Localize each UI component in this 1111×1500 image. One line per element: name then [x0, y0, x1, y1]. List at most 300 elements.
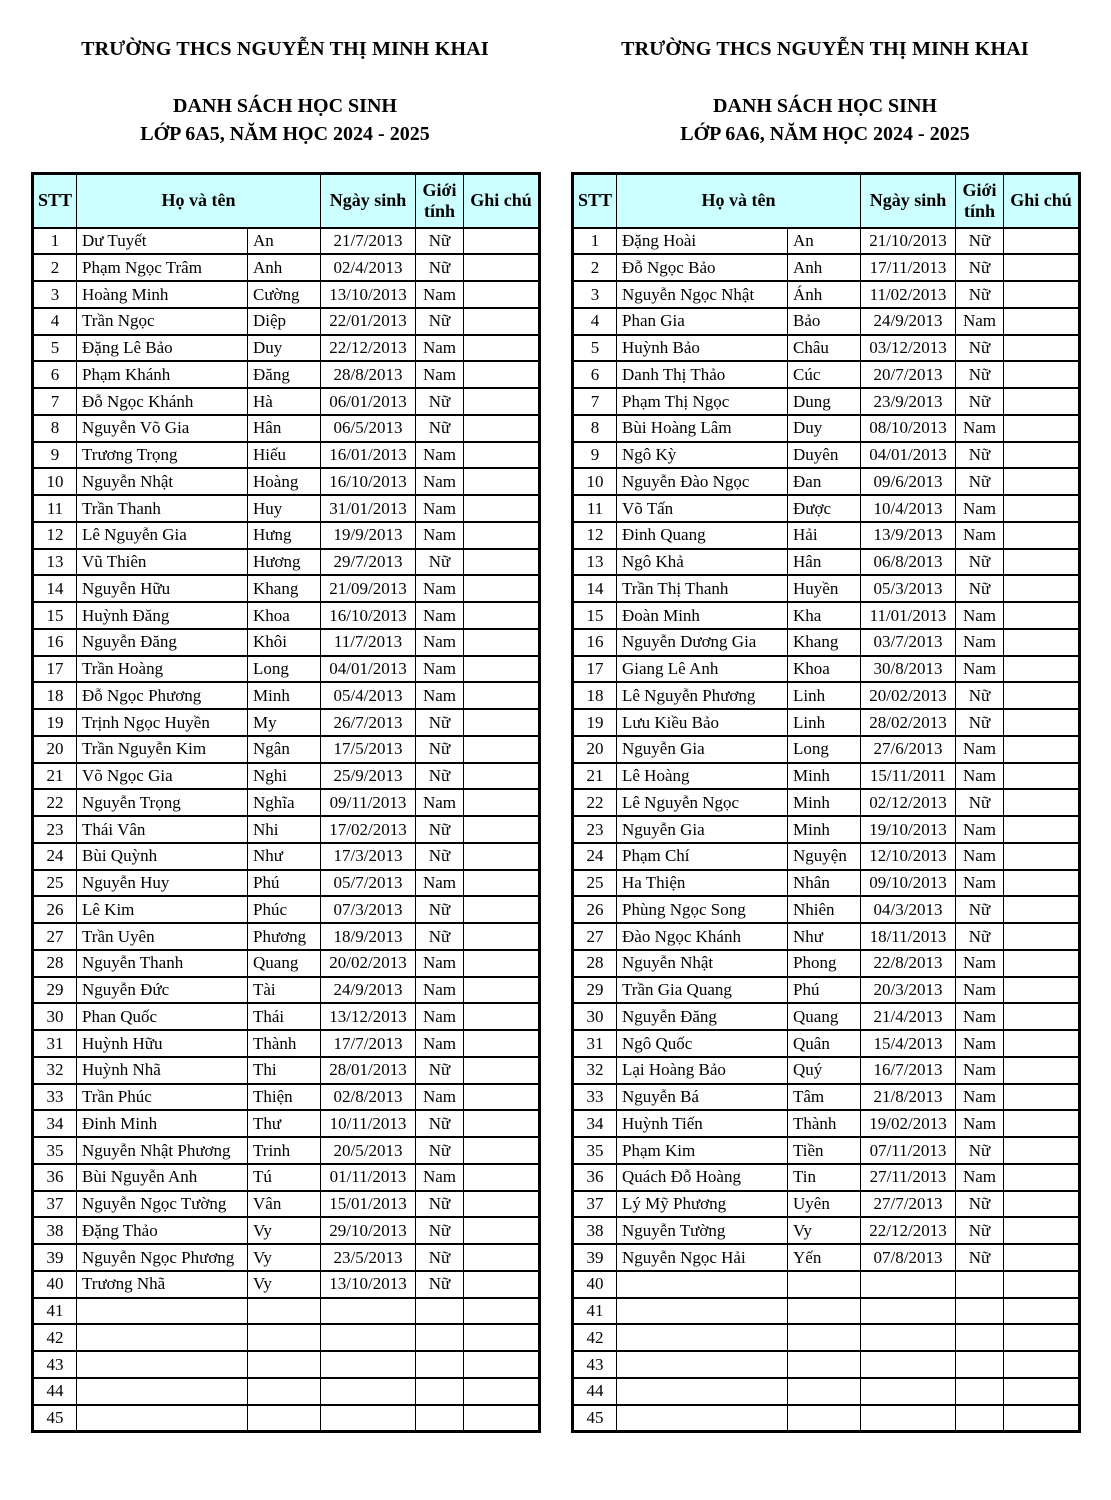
column-header-stt: STT: [33, 174, 77, 228]
dob-cell: 13/9/2013: [861, 522, 956, 549]
dob-cell: [321, 1378, 416, 1405]
note-cell: [1004, 977, 1080, 1004]
family-name-cell: Võ Tấn: [617, 495, 788, 522]
given-name-cell: [248, 1324, 321, 1351]
table-row: [573, 335, 1080, 362]
given-name-cell: [788, 1324, 861, 1351]
given-name-cell: Phương: [248, 923, 321, 950]
note-cell: [464, 1137, 540, 1164]
stt-cell: 11: [33, 495, 77, 522]
family-name-cell: Đinh Minh: [77, 1110, 248, 1137]
family-name-cell: Nguyễn Thanh: [77, 950, 248, 977]
table-row: [33, 1191, 540, 1218]
dob-cell: 28/01/2013: [321, 1057, 416, 1084]
family-name-cell: Huỳnh Hữu: [77, 1030, 248, 1057]
note-cell: [464, 656, 540, 683]
dob-cell: [321, 1351, 416, 1378]
family-name-cell: [77, 1378, 248, 1405]
given-name-cell: Long: [248, 656, 321, 683]
gender-cell: Nữ: [956, 361, 1004, 388]
stt-cell: 31: [33, 1030, 77, 1057]
note-cell: [1004, 468, 1080, 495]
given-name-cell: Thái: [248, 1003, 321, 1030]
note-cell: [464, 1110, 540, 1137]
gender-cell: Nam: [416, 977, 464, 1004]
given-name-cell: Ngân: [248, 736, 321, 763]
stt-cell: 6: [573, 361, 617, 388]
table-row: [573, 549, 1080, 576]
family-name-cell: Nguyễn Đào Ngọc: [617, 468, 788, 495]
given-name-cell: Huy: [248, 495, 321, 522]
table-row: [573, 816, 1080, 843]
note-cell: [464, 254, 540, 281]
family-name-cell: Nguyễn Nhật: [617, 950, 788, 977]
stt-cell: 24: [33, 843, 77, 870]
table-row: [573, 923, 1080, 950]
family-name-cell: Nguyễn Dương Gia: [617, 629, 788, 656]
student-table: [571, 172, 1081, 1433]
table-row: [33, 977, 540, 1004]
stt-cell: 26: [573, 896, 617, 923]
table-row: [33, 602, 540, 629]
gender-cell: Nữ: [416, 843, 464, 870]
note-cell: [1004, 816, 1080, 843]
gender-cell: Nữ: [416, 549, 464, 576]
note-cell: [1004, 1298, 1080, 1325]
family-name-cell: Hoàng Minh: [77, 281, 248, 308]
given-name-cell: Hân: [788, 549, 861, 576]
stt-cell: 12: [33, 522, 77, 549]
stt-cell: 34: [33, 1110, 77, 1137]
gender-cell: Nam: [416, 468, 464, 495]
note-cell: [464, 228, 540, 255]
table-row: [33, 896, 540, 923]
given-name-cell: [788, 1405, 861, 1432]
table-row: [33, 254, 540, 281]
table-row: [573, 896, 1080, 923]
given-name-cell: [788, 1298, 861, 1325]
stt-cell: 20: [33, 736, 77, 763]
table-row: [33, 522, 540, 549]
given-name-cell: Phú: [248, 870, 321, 897]
gender-cell: Nam: [956, 843, 1004, 870]
gender-cell: Nữ: [416, 308, 464, 335]
note-cell: [1004, 1244, 1080, 1271]
gender-cell: Nữ: [956, 1244, 1004, 1271]
family-name-cell: Bùi Quỳnh: [77, 843, 248, 870]
table-row: [33, 1405, 540, 1432]
dob-cell: [861, 1271, 956, 1298]
stt-cell: 27: [573, 923, 617, 950]
gender-cell: Nam: [416, 522, 464, 549]
dob-cell: 21/7/2013: [321, 228, 416, 255]
given-name-cell: Duyên: [788, 442, 861, 469]
gender-cell: Nữ: [956, 281, 1004, 308]
note-cell: [1004, 1164, 1080, 1191]
dob-cell: 22/8/2013: [861, 950, 956, 977]
stt-cell: 15: [33, 602, 77, 629]
table-row: [573, 1378, 1080, 1405]
dob-cell: 22/12/2013: [321, 335, 416, 362]
note-cell: [1004, 789, 1080, 816]
table-row: [573, 442, 1080, 469]
stt-cell: 22: [573, 789, 617, 816]
note-cell: [1004, 335, 1080, 362]
stt-cell: 45: [573, 1405, 617, 1432]
table-row: [33, 1084, 540, 1111]
note-cell: [1004, 254, 1080, 281]
note-cell: [464, 1298, 540, 1325]
stt-cell: 42: [573, 1324, 617, 1351]
table-row: [33, 923, 540, 950]
family-name-cell: Đoàn Minh: [617, 602, 788, 629]
column-header-dob: Ngày sinh: [321, 174, 416, 228]
gender-cell: Nữ: [416, 415, 464, 442]
gender-cell: Nữ: [416, 1191, 464, 1218]
gender-cell: Nữ: [956, 254, 1004, 281]
note-cell: [1004, 763, 1080, 790]
note-cell: [464, 736, 540, 763]
dob-cell: 17/02/2013: [321, 816, 416, 843]
dob-cell: 11/02/2013: [861, 281, 956, 308]
note-cell: [464, 1057, 540, 1084]
column-header-dob: Ngày sinh: [861, 174, 956, 228]
table-row: [33, 629, 540, 656]
dob-cell: 13/10/2013: [321, 1271, 416, 1298]
note-cell: [1004, 602, 1080, 629]
given-name-cell: Vy: [248, 1217, 321, 1244]
family-name-cell: Nguyễn Võ Gia: [77, 415, 248, 442]
stt-cell: 7: [573, 388, 617, 415]
dob-cell: 09/6/2013: [861, 468, 956, 495]
note-cell: [1004, 1003, 1080, 1030]
dob-cell: 28/8/2013: [321, 361, 416, 388]
family-name-cell: Trần Uyên: [77, 923, 248, 950]
dob-cell: 20/02/2013: [861, 682, 956, 709]
given-name-cell: Duy: [248, 335, 321, 362]
table-row: [33, 1324, 540, 1351]
dob-cell: 24/9/2013: [861, 308, 956, 335]
note-cell: [464, 843, 540, 870]
table-row: [573, 1351, 1080, 1378]
note-cell: [464, 1271, 540, 1298]
stt-cell: 14: [573, 575, 617, 602]
gender-cell: Nữ: [956, 923, 1004, 950]
table-row: [573, 950, 1080, 977]
stt-cell: 28: [33, 950, 77, 977]
table-row: [573, 1164, 1080, 1191]
stt-cell: 29: [573, 977, 617, 1004]
stt-cell: 39: [573, 1244, 617, 1271]
gender-cell: Nữ: [416, 1137, 464, 1164]
gender-cell: Nữ: [956, 335, 1004, 362]
dob-cell: 19/10/2013: [861, 816, 956, 843]
dob-cell: 17/11/2013: [861, 254, 956, 281]
gender-cell: [956, 1405, 1004, 1432]
family-name-cell: Trương Nhã: [77, 1271, 248, 1298]
table-row: [573, 1217, 1080, 1244]
document-title: DANH SÁCH HỌC SINH: [713, 95, 937, 117]
family-name-cell: [77, 1298, 248, 1325]
stt-cell: 37: [33, 1191, 77, 1218]
family-name-cell: Dư Tuyết: [77, 228, 248, 255]
dob-cell: 17/5/2013: [321, 736, 416, 763]
table-row: [573, 1003, 1080, 1030]
family-name-cell: Đinh Quang: [617, 522, 788, 549]
stt-cell: 18: [573, 682, 617, 709]
column-header-stt: STT: [573, 174, 617, 228]
family-name-cell: Huỳnh Tiến: [617, 1110, 788, 1137]
table-row: [33, 361, 540, 388]
dob-cell: 06/01/2013: [321, 388, 416, 415]
stt-cell: 7: [33, 388, 77, 415]
dob-cell: 31/01/2013: [321, 495, 416, 522]
given-name-cell: Khoa: [248, 602, 321, 629]
dob-cell: 20/3/2013: [861, 977, 956, 1004]
stt-cell: 13: [573, 549, 617, 576]
note-cell: [464, 1324, 540, 1351]
dob-cell: 20/7/2013: [861, 361, 956, 388]
gender-cell: Nam: [416, 950, 464, 977]
note-cell: [464, 870, 540, 897]
gender-cell: Nữ: [956, 549, 1004, 576]
stt-cell: 4: [573, 308, 617, 335]
gender-cell: Nữ: [956, 896, 1004, 923]
note-cell: [464, 549, 540, 576]
note-cell: [1004, 1324, 1080, 1351]
gender-cell: Nữ: [416, 816, 464, 843]
given-name-cell: Minh: [788, 763, 861, 790]
stt-cell: 1: [33, 228, 77, 255]
stt-cell: 44: [573, 1378, 617, 1405]
stt-cell: 28: [573, 950, 617, 977]
gender-cell: Nữ: [956, 1137, 1004, 1164]
stt-cell: 3: [33, 281, 77, 308]
class-year-subtitle: LỚP 6A6, NĂM HỌC 2024 - 2025: [680, 123, 970, 145]
given-name-cell: Tài: [248, 977, 321, 1004]
note-cell: [1004, 870, 1080, 897]
stt-cell: 5: [573, 335, 617, 362]
note-cell: [464, 1191, 540, 1218]
stt-cell: 14: [33, 575, 77, 602]
family-name-cell: Nguyễn Đăng: [77, 629, 248, 656]
dob-cell: 23/5/2013: [321, 1244, 416, 1271]
table-row: [573, 1030, 1080, 1057]
table-row: [33, 1003, 540, 1030]
given-name-cell: Nhiên: [788, 896, 861, 923]
given-name-cell: Anh: [248, 254, 321, 281]
given-name-cell: Nhân: [788, 870, 861, 897]
stt-cell: 30: [33, 1003, 77, 1030]
stt-cell: 17: [573, 656, 617, 683]
given-name-cell: Khang: [248, 575, 321, 602]
note-cell: [1004, 896, 1080, 923]
given-name-cell: Minh: [788, 789, 861, 816]
gender-cell: Nam: [956, 870, 1004, 897]
note-cell: [1004, 709, 1080, 736]
note-cell: [1004, 1084, 1080, 1111]
dob-cell: [861, 1378, 956, 1405]
dob-cell: [321, 1298, 416, 1325]
given-name-cell: Tin: [788, 1164, 861, 1191]
note-cell: [464, 629, 540, 656]
family-name-cell: Nguyễn Trọng: [77, 789, 248, 816]
family-name-cell: Trần Hoàng: [77, 656, 248, 683]
given-name-cell: Nguyện: [788, 843, 861, 870]
table-row: [573, 1191, 1080, 1218]
given-name-cell: Quang: [248, 950, 321, 977]
dob-cell: 13/12/2013: [321, 1003, 416, 1030]
stt-cell: 20: [573, 736, 617, 763]
gender-cell: Nữ: [956, 388, 1004, 415]
table-row: [573, 656, 1080, 683]
table-row: [33, 763, 540, 790]
dob-cell: 10/4/2013: [861, 495, 956, 522]
family-name-cell: Ngô Kỳ: [617, 442, 788, 469]
gender-cell: Nam: [956, 950, 1004, 977]
stt-cell: 24: [573, 843, 617, 870]
note-cell: [1004, 575, 1080, 602]
dob-cell: [861, 1405, 956, 1432]
dob-cell: 18/11/2013: [861, 923, 956, 950]
gender-cell: [956, 1324, 1004, 1351]
gender-cell: Nam: [416, 281, 464, 308]
family-name-cell: Võ Ngọc Gia: [77, 763, 248, 790]
gender-cell: Nam: [956, 602, 1004, 629]
gender-cell: Nam: [416, 442, 464, 469]
family-name-cell: Ngô Khả: [617, 549, 788, 576]
family-name-cell: Lại Hoàng Bảo: [617, 1057, 788, 1084]
stt-cell: 13: [33, 549, 77, 576]
given-name-cell: Minh: [248, 682, 321, 709]
note-cell: [1004, 1057, 1080, 1084]
given-name-cell: Hưng: [248, 522, 321, 549]
dob-cell: 09/10/2013: [861, 870, 956, 897]
gender-cell: Nữ: [956, 789, 1004, 816]
stt-cell: 1: [573, 228, 617, 255]
given-name-cell: Phúc: [248, 896, 321, 923]
given-name-cell: Khang: [788, 629, 861, 656]
stt-cell: 42: [33, 1324, 77, 1351]
family-name-cell: Nguyễn Ngọc Phương: [77, 1244, 248, 1271]
given-name-cell: Phú: [788, 977, 861, 1004]
note-cell: [1004, 495, 1080, 522]
gender-cell: [956, 1378, 1004, 1405]
given-name-cell: Linh: [788, 682, 861, 709]
gender-cell: Nữ: [956, 468, 1004, 495]
family-name-cell: Nguyễn Bá: [617, 1084, 788, 1111]
dob-cell: 11/7/2013: [321, 629, 416, 656]
given-name-cell: Duy: [788, 415, 861, 442]
family-name-cell: Lê Hoàng: [617, 763, 788, 790]
table-row: [573, 575, 1080, 602]
dob-cell: 21/10/2013: [861, 228, 956, 255]
table-row: [33, 415, 540, 442]
family-name-cell: Phạm Khánh: [77, 361, 248, 388]
gender-cell: Nam: [416, 602, 464, 629]
table-row: [33, 870, 540, 897]
gender-cell: Nam: [956, 1084, 1004, 1111]
stt-cell: 2: [573, 254, 617, 281]
stt-cell: 30: [573, 1003, 617, 1030]
note-cell: [464, 789, 540, 816]
gender-cell: Nữ: [416, 1057, 464, 1084]
gender-cell: Nữ: [956, 442, 1004, 469]
note-cell: [464, 950, 540, 977]
note-cell: [464, 361, 540, 388]
note-cell: [1004, 522, 1080, 549]
given-name-cell: Nghi: [248, 763, 321, 790]
table-row: [573, 308, 1080, 335]
note-cell: [464, 923, 540, 950]
dob-cell: 01/11/2013: [321, 1164, 416, 1191]
dob-cell: 15/11/2011: [861, 763, 956, 790]
family-name-cell: Nguyễn Đăng: [617, 1003, 788, 1030]
family-name-cell: Phan Gia: [617, 308, 788, 335]
given-name-cell: Quân: [788, 1030, 861, 1057]
given-name-cell: Minh: [788, 816, 861, 843]
note-cell: [464, 1405, 540, 1432]
family-name-cell: Lê Nguyễn Gia: [77, 522, 248, 549]
dob-cell: 24/9/2013: [321, 977, 416, 1004]
stt-cell: 38: [573, 1217, 617, 1244]
given-name-cell: Kha: [788, 602, 861, 629]
table-row: [573, 763, 1080, 790]
table-row: [33, 709, 540, 736]
note-cell: [464, 763, 540, 790]
given-name-cell: An: [248, 228, 321, 255]
note-cell: [464, 308, 540, 335]
column-header-name: Họ và tên: [617, 174, 861, 228]
stt-cell: 5: [33, 335, 77, 362]
note-cell: [1004, 1271, 1080, 1298]
given-name-cell: [248, 1405, 321, 1432]
given-name-cell: Đăng: [248, 361, 321, 388]
note-cell: [464, 335, 540, 362]
dob-cell: 16/10/2013: [321, 602, 416, 629]
table-row: [33, 736, 540, 763]
family-name-cell: Danh Thị Thảo: [617, 361, 788, 388]
family-name-cell: Bùi Hoàng Lâm: [617, 415, 788, 442]
family-name-cell: Nguyễn Gia: [617, 736, 788, 763]
table-row: [573, 228, 1080, 255]
gender-cell: Nam: [416, 789, 464, 816]
dob-cell: 05/3/2013: [861, 575, 956, 602]
gender-cell: Nữ: [416, 1110, 464, 1137]
stt-cell: 36: [33, 1164, 77, 1191]
table-row: [573, 789, 1080, 816]
given-name-cell: Thành: [788, 1110, 861, 1137]
family-name-cell: Trần Phúc: [77, 1084, 248, 1111]
given-name-cell: An: [788, 228, 861, 255]
note-cell: [1004, 442, 1080, 469]
given-name-cell: Như: [248, 843, 321, 870]
table-row: [573, 1084, 1080, 1111]
note-cell: [464, 468, 540, 495]
family-name-cell: Trương Trọng: [77, 442, 248, 469]
table-row: [573, 254, 1080, 281]
note-cell: [1004, 228, 1080, 255]
dob-cell: 07/8/2013: [861, 1244, 956, 1271]
family-name-cell: [617, 1324, 788, 1351]
table-row: [33, 335, 540, 362]
stt-cell: 12: [573, 522, 617, 549]
gender-cell: Nữ: [956, 682, 1004, 709]
stt-cell: 34: [573, 1110, 617, 1137]
family-name-cell: Lê Nguyễn Ngọc: [617, 789, 788, 816]
note-cell: [464, 1217, 540, 1244]
given-name-cell: Như: [788, 923, 861, 950]
